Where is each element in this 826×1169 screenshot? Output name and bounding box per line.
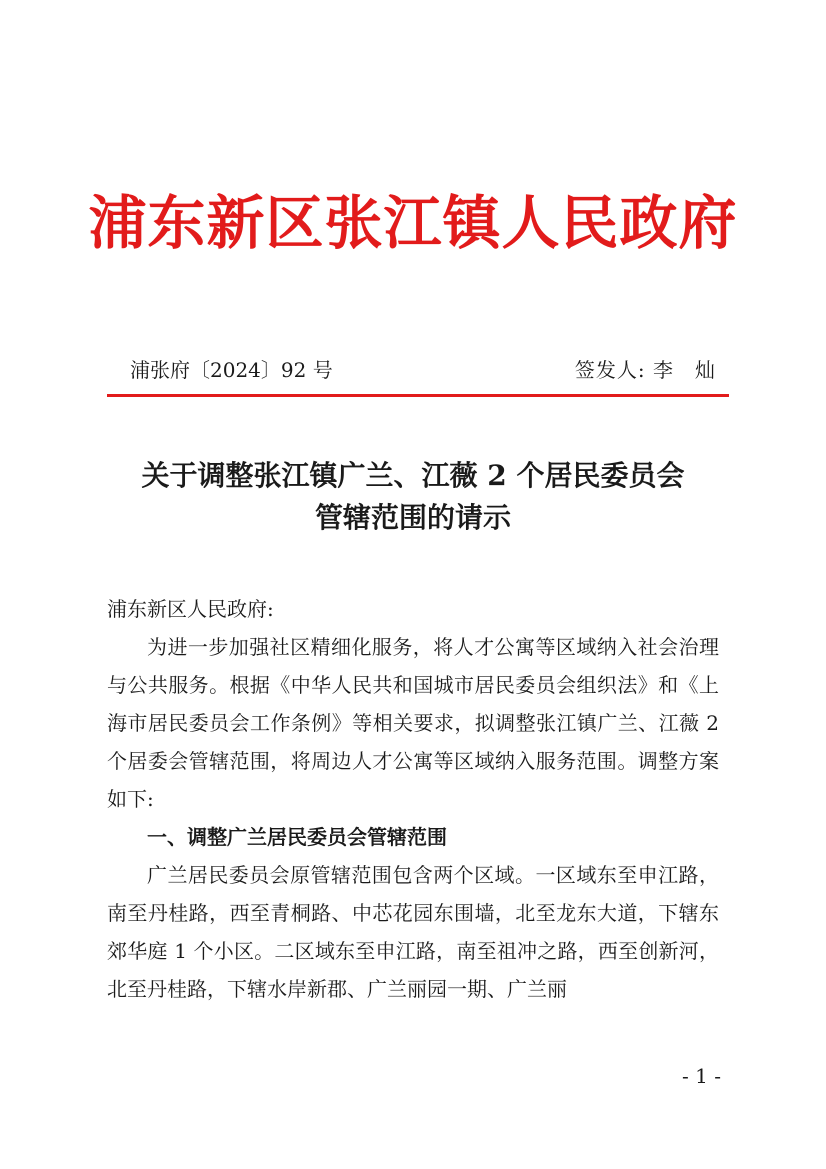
document-title — [107, 455, 719, 539]
issuer-masthead: 浦东新区张江镇人民政府 — [88, 189, 738, 257]
section-heading: 一、调整广兰居民委员会管辖范围 — [147, 825, 447, 849]
title-line-1: 关于调整张江镇广兰、江薇 2 个居民委员会 — [141, 459, 685, 492]
red-divider — [107, 394, 729, 397]
document-number: 浦张府〔2024〕92 号 — [130, 358, 333, 382]
body-paragraph: 为进一步加强社区精细化服务，将人才公寓等区域纳入社会治理与公共服务。根据《中华人民共和国城市居民委员会组织法》和《上海市居民委员会工作条例》等相关要求，拟调整张江镇广兰、江薇 2 个居委会管辖范围，将周边人才公寓等区域纳入服务范围。调整方案如下: — [107, 635, 719, 811]
signer: 签发人: 李 灿 — [574, 358, 716, 382]
salutation: 浦东新区人民政府: — [107, 597, 274, 621]
page-number: - 1 - — [682, 1064, 721, 1088]
body-paragraph: 广兰居民委员会原管辖范围包含两个区域。一区域东至申江路，南至丹桂路，西至青桐路、中芯花园东围墙，北至龙东大道，下辖东郊华庭 1 个小区。二区域东至申江路，南至祖冲之路，西至创新河，北至丹桂路，下辖水岸新郡、广兰丽园一期、广兰丽 — [107, 863, 719, 1001]
title-line-2: 管辖范围的请示 — [314, 501, 511, 534]
document-body — [107, 590, 719, 1008]
